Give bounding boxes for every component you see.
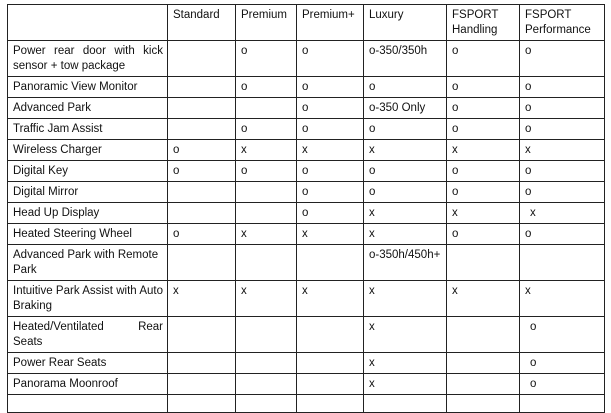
value-cell: o	[168, 161, 236, 182]
value-cell: o	[520, 77, 605, 98]
value-cell: x	[447, 281, 520, 317]
value-cell	[236, 317, 297, 353]
feature-comparison-table	[7, 4, 605, 413]
table-row	[8, 77, 605, 98]
value-cell	[297, 245, 364, 281]
table-row	[8, 119, 605, 140]
value-cell: x	[447, 140, 520, 161]
table-row	[8, 245, 605, 281]
value-cell: o	[447, 182, 520, 203]
value-cell: o	[297, 119, 364, 140]
table-row	[8, 41, 605, 77]
value-cell	[236, 395, 297, 413]
value-cell: x	[364, 140, 447, 161]
value-cell: o	[447, 224, 520, 245]
value-cell	[236, 353, 297, 374]
value-cell: x	[297, 281, 364, 317]
value-cell: o	[364, 119, 447, 140]
value-cell: o	[520, 98, 605, 119]
value-cell: o	[236, 119, 297, 140]
feature-name-cell	[8, 395, 168, 413]
value-cell	[168, 119, 236, 140]
value-cell	[447, 245, 520, 281]
feature-name-cell: Advanced Park	[8, 98, 168, 119]
value-cell	[447, 353, 520, 374]
value-cell: o	[236, 77, 297, 98]
feature-name-cell: Heated Steering Wheel	[8, 224, 168, 245]
value-cell: o	[297, 41, 364, 77]
value-cell	[168, 317, 236, 353]
value-cell	[297, 374, 364, 395]
value-cell: o	[447, 41, 520, 77]
value-cell: o	[297, 98, 364, 119]
feature-name-cell: Power Rear Seats	[8, 353, 168, 374]
value-cell: x	[520, 140, 605, 161]
value-cell: x	[447, 203, 520, 224]
value-cell: o	[297, 77, 364, 98]
feature-name-cell: Advanced Park with Remote Park	[8, 245, 168, 281]
value-cell: o	[520, 374, 605, 395]
value-cell: x	[236, 224, 297, 245]
header-cell-luxury: Luxury	[364, 5, 447, 41]
value-cell: x	[364, 281, 447, 317]
value-cell: o	[447, 77, 520, 98]
table-row	[8, 182, 605, 203]
value-cell	[297, 317, 364, 353]
feature-name-cell: Intuitive Park Assist with Auto Braking	[8, 281, 168, 317]
value-cell	[236, 245, 297, 281]
value-cell: o	[447, 161, 520, 182]
header-row	[8, 5, 605, 41]
value-cell: o	[520, 161, 605, 182]
value-cell: o	[447, 98, 520, 119]
value-cell	[168, 182, 236, 203]
table-row	[8, 140, 605, 161]
value-cell: x	[364, 203, 447, 224]
header-cell-premium: Premium	[236, 5, 297, 41]
value-cell: x	[364, 317, 447, 353]
value-cell: x	[364, 353, 447, 374]
value-cell	[364, 395, 447, 413]
value-cell: o	[168, 224, 236, 245]
value-cell	[447, 317, 520, 353]
value-cell: x	[168, 281, 236, 317]
table-row	[8, 374, 605, 395]
value-cell: x	[520, 281, 605, 317]
value-cell	[236, 203, 297, 224]
value-cell: o	[520, 224, 605, 245]
value-cell: o-350/350h	[364, 41, 447, 77]
table-row	[8, 353, 605, 374]
feature-name-cell: Wireless Charger	[8, 140, 168, 161]
header-cell-fsport-performance: FSPORT Performance	[520, 5, 605, 41]
value-cell	[168, 41, 236, 77]
table-row	[8, 161, 605, 182]
value-cell	[168, 353, 236, 374]
value-cell: o	[168, 140, 236, 161]
value-cell	[168, 98, 236, 119]
value-cell: x	[297, 224, 364, 245]
value-cell	[168, 77, 236, 98]
value-cell	[520, 395, 605, 413]
value-cell: o	[297, 203, 364, 224]
value-cell	[168, 395, 236, 413]
value-cell: o	[364, 161, 447, 182]
value-cell	[236, 374, 297, 395]
value-cell: o	[447, 119, 520, 140]
table-row	[8, 224, 605, 245]
table-row-empty	[8, 395, 605, 413]
value-cell: o	[520, 119, 605, 140]
value-cell: o	[364, 77, 447, 98]
header-cell-fsport-handling: FSPORT Handling	[447, 5, 520, 41]
feature-name-cell: Power rear door with kick sensor + tow package	[8, 41, 168, 77]
value-cell	[297, 353, 364, 374]
value-cell	[447, 395, 520, 413]
value-cell: x	[236, 140, 297, 161]
table-row	[8, 98, 605, 119]
value-cell	[447, 374, 520, 395]
value-cell: o	[520, 317, 605, 353]
value-cell: o	[520, 41, 605, 77]
feature-table-container	[7, 4, 605, 413]
header-cell-standard: Standard	[168, 5, 236, 41]
feature-name-cell: Head Up Display	[8, 203, 168, 224]
value-cell: o	[364, 182, 447, 203]
value-cell: o	[520, 353, 605, 374]
table-row	[8, 317, 605, 353]
value-cell	[236, 98, 297, 119]
value-cell: x	[297, 140, 364, 161]
header-cell-premium-plus: Premium+	[297, 5, 364, 41]
value-cell	[520, 245, 605, 281]
value-cell: o	[236, 41, 297, 77]
value-cell: o	[236, 161, 297, 182]
value-cell: x	[364, 224, 447, 245]
value-cell: o	[297, 182, 364, 203]
value-cell	[297, 395, 364, 413]
value-cell	[236, 182, 297, 203]
feature-name-cell: Digital Key	[8, 161, 168, 182]
feature-name-cell: Digital Mirror	[8, 182, 168, 203]
value-cell: o-350 Only	[364, 98, 447, 119]
value-cell: x	[364, 374, 447, 395]
feature-name-cell: Traffic Jam Assist	[8, 119, 168, 140]
value-cell: o	[520, 182, 605, 203]
value-cell: x	[520, 203, 605, 224]
feature-name-cell: Panorama Moonroof	[8, 374, 168, 395]
feature-name-cell: Heated/Ventilated Rear Seats	[8, 317, 168, 353]
value-cell	[168, 203, 236, 224]
value-cell	[168, 245, 236, 281]
header-cell-blank	[8, 5, 168, 41]
value-cell	[168, 374, 236, 395]
value-cell: x	[236, 281, 297, 317]
feature-name-cell: Panoramic View Monitor	[8, 77, 168, 98]
value-cell: o-350h/450h+	[364, 245, 447, 281]
table-row	[8, 203, 605, 224]
value-cell: o	[297, 161, 364, 182]
table-row	[8, 281, 605, 317]
